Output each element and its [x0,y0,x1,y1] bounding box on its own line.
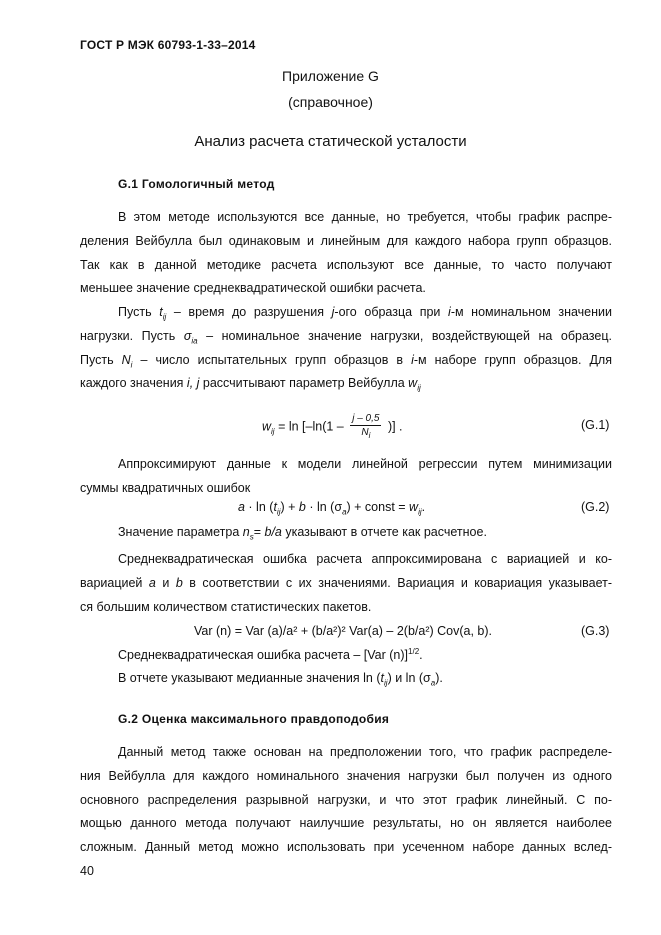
text-line: основного распределения разрывной нагрузки, и что этот график линейный. С по- [80,792,612,807]
document-header: ГОСТ Р МЭК 60793-1-33–2014 [80,38,256,52]
text-line: сложным. Данный метод можно использовать при усеченном наборе данных вслед- [80,840,612,855]
text-line: каждого значения i, j рассчитывают параметр Вейбулла $w_{ij}$ [80,376,421,393]
text-line: суммы квадратичных ошибок [80,480,251,495]
equation-number-g2: (G.2) [581,500,610,514]
equation-number-g1: (G.1) [581,418,610,432]
page-number: 40 [80,864,94,878]
paragraph-g1-intro [80,206,612,301]
text-line: вариацией a и b в соответствии с их значениями. Вариация и ковариация указывает- [80,575,612,590]
fraction: $\frac{j - 0,5}{N_i}$ [352,413,380,440]
paragraph-report: В отчете указывают медианные значения $\ln (t_{ij})$ и $\ln (\sigma_a)$. [118,671,443,688]
paragraph-definitions [80,301,612,396]
text-line: деления Вейбулла был одинаковым и линейным для каждого набора групп образцов. [80,233,612,248]
equation-g2: $a \cdot \ln (t_{ij}) + b \cdot \ln (\sigma_a)$ + const = $w_{ij}$. [238,500,426,517]
text-line: ния Вейбулла для каждого номинального значения нагрузки был получен из одного [80,768,612,783]
text-line: Данный метод также основан на предположении того, что график распределе- [118,745,612,759]
section-heading-g1: G.1 Гомологичный метод [118,177,275,191]
text-line: мощью данного метода получают наилучшие результаты, но он является наиболее [80,816,612,831]
text-line: Пусть $t_{ij}$ – время до разрушения j-ого образца при i-м номинальном значении [118,305,612,322]
text-line: Так как в данной методике расчета используют все данные, то часто получают [80,257,612,272]
paragraph-rms: Среднеквадратическая ошибка расчета – [Var (n)]$^{1/2}$. [118,647,423,663]
paragraph-ns-value: Значение параметра $n_s= b/a$ указывают в отчете как расчетное. [118,525,487,542]
appendix-subtitle: (справочное) [288,94,373,110]
appendix-title: Приложение G [282,68,379,84]
paragraph-error [80,548,612,619]
text-line: Пусть $N_i$ – число испытательных групп образцов в i-м наборе групп образцов. Для [80,352,612,370]
text-line: Среднеквадратическая ошибка расчета аппроксимирована с вариацией и ко- [118,552,612,566]
text-line: В этом методе используются все данные, но требуется, чтобы график распре- [118,210,612,224]
text-line: Аппроксимируют данные к модели линейной регрессии путем минимизации [118,457,612,471]
text-line: ся большим количеством статистических пакетов. [80,599,372,614]
equation-g3: Var (n) = Var (a)/a² + (b/a²)² Var(a) – 2(b/a²) Cov(a, b). [194,624,492,638]
text-line: нагрузки. Пусть $\sigma_{ia}$ – номинальное значение нагрузки, воздействующей на образец. [80,328,612,346]
paragraph-g2-intro [80,741,612,860]
equation-number-g3: (G.3) [581,624,610,638]
equation-g1: $w_{ij} = \ln [-\ln(1$ – $\frac{j - 0,5}{N_i}$ )] . [262,413,403,440]
paragraph-regression [80,453,612,501]
text-line: меньшее значение среднеквадратической ошибки расчета. [80,281,426,296]
appendix-heading: Анализ расчета статической усталости [194,133,467,150]
section-heading-g2: G.2 Оценка максимального правдоподобия [118,712,390,726]
